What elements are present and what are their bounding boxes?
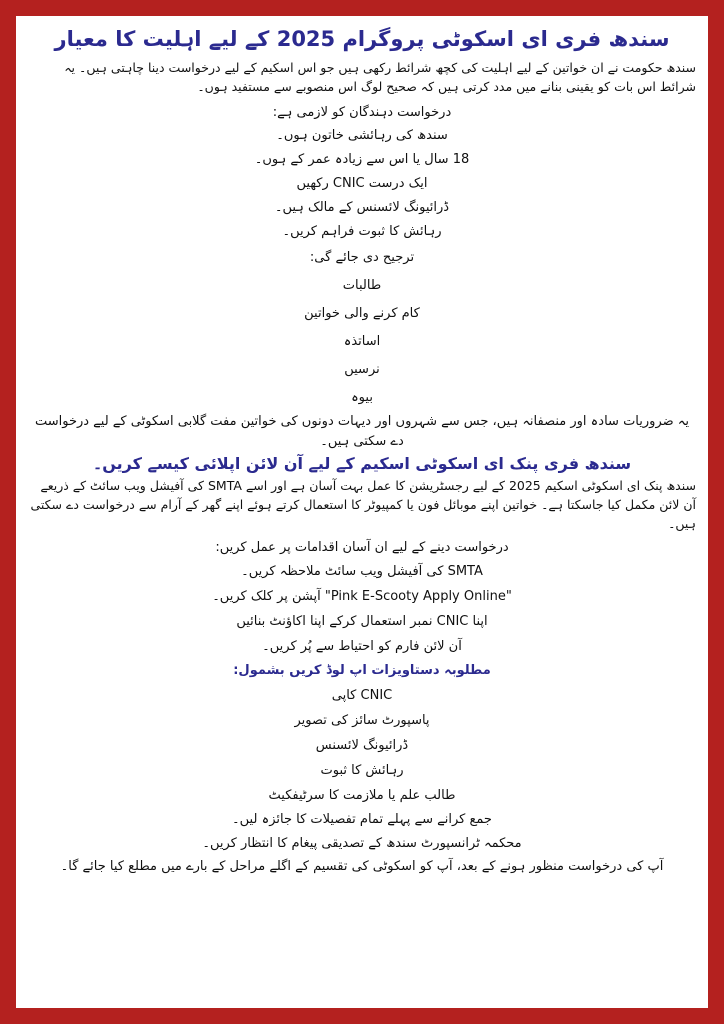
requirements-heading: درخواست دہندگان کو لازمی ہے:: [272, 105, 452, 120]
page-title: سندھ فری ای اسکوٹی پروگرام 2025 کے لیے اہلیت کا معیار: [54, 27, 670, 51]
summary-paragraph: یہ ضروریات سادہ اور منصفانہ ہیں، جس سے شہروں اور دیہات دونوں کی خواتین مفت گلابی اسکوٹی کے لیے درخواست دے سکتی ہیں۔: [34, 414, 690, 449]
document-item: طالب علم یا ملازمت کا سرٹیفکیٹ: [268, 788, 456, 803]
priority-item: نرسیں: [344, 362, 380, 377]
step-item: SMTA کی آفیشل ویب سائٹ ملاحظہ کریں۔: [241, 564, 483, 579]
priority-item: اساتذہ: [343, 334, 381, 349]
documents-heading: مطلوبہ دستاویزات اپ لوڈ کریں بشمول:: [233, 663, 491, 678]
requirement-item: رہائش کا ثبوت فراہم کریں۔: [282, 224, 442, 239]
step-item: "Pink E-Scooty Apply Online" آپشن پر کلک کریں۔: [212, 589, 512, 604]
document-item: ڈرائیونگ لائسنس: [315, 738, 409, 753]
steps-heading: درخواست دینے کے لیے ان آسان اقدامات پر عمل کریں:: [215, 540, 509, 555]
requirement-item: سندھ کی رہائشی خاتون ہوں۔: [276, 128, 448, 143]
final-step-item: محکمہ ٹرانسپورٹ سندھ کے تصدیقی پیغام کا انتظار کریں۔: [202, 836, 522, 851]
priority-item: طالبات: [342, 278, 382, 293]
document-item: CNIC کاپی: [331, 688, 393, 703]
requirement-item: ڈرائیونگ لائسنس کے مالک ہیں۔: [274, 200, 450, 215]
document-item: رہائش کا ثبوت: [320, 763, 404, 778]
priority-item: کام کرنے والی خواتین: [304, 306, 420, 321]
priority-item: بیوہ: [351, 390, 373, 405]
requirement-item: ایک درست CNIC رکھیں: [296, 176, 428, 191]
requirement-item: 18 سال یا اس سے زیادہ عمر کے ہوں۔: [254, 152, 470, 167]
step-item: اپنا CNIC نمبر استعمال کرکے اپنا اکاؤنٹ بنائیں: [236, 614, 488, 629]
intro-paragraph: سندھ حکومت نے ان خواتین کے لیے اہلیت کی کچھ شرائط رکھی ہیں جو اس اسکیم کے لیے درخواست دینا چاہتی ہیں۔ یہ شرائط اس بات کو یقینی بنانے میں مدد کرتی ہیں کہ صحیح لوگ اس منصوبے سے مستفید ہوں۔: [64, 60, 696, 94]
step-item: آن لائن فارم کو احتیاط سے پُر کریں۔: [262, 639, 462, 654]
priority-heading: ترجیح دی جائے گی:: [309, 250, 415, 265]
final-step-item: جمع کرانے سے پہلے تمام تفصیلات کا جائزہ لیں۔: [232, 812, 492, 827]
article-body: [28, 24, 696, 1002]
closing-paragraph: آپ کی درخواست منظور ہونے کے بعد، آپ کو اسکوٹی کی تقسیم کے اگلے مراحل کے بارے میں مطلع کیا جائے گا۔: [60, 859, 664, 874]
apply-intro-paragraph: سندھ پنک ای اسکوٹی اسکیم 2025 کے لیے رجسٹریشن کا عمل بہت آسان ہے اور اسے SMTA کی آفیشل ویب سائٹ کے ذریعے آن لائن مکمل کیا جاسکتا ہے۔ خواتین اپنے موبائل فون یا کمپیوٹر کا استعمال کرتے ہوئے اپنے گھر کے آرام سے درخواست دے سکتی ہیں۔: [30, 478, 696, 531]
document-item: پاسپورٹ سائز کی تصویر: [294, 713, 430, 728]
apply-heading: سندھ فری پنک ای اسکوٹی اسکیم کے لیے آن لائن اپلائی کیسے کریں۔: [92, 454, 632, 473]
